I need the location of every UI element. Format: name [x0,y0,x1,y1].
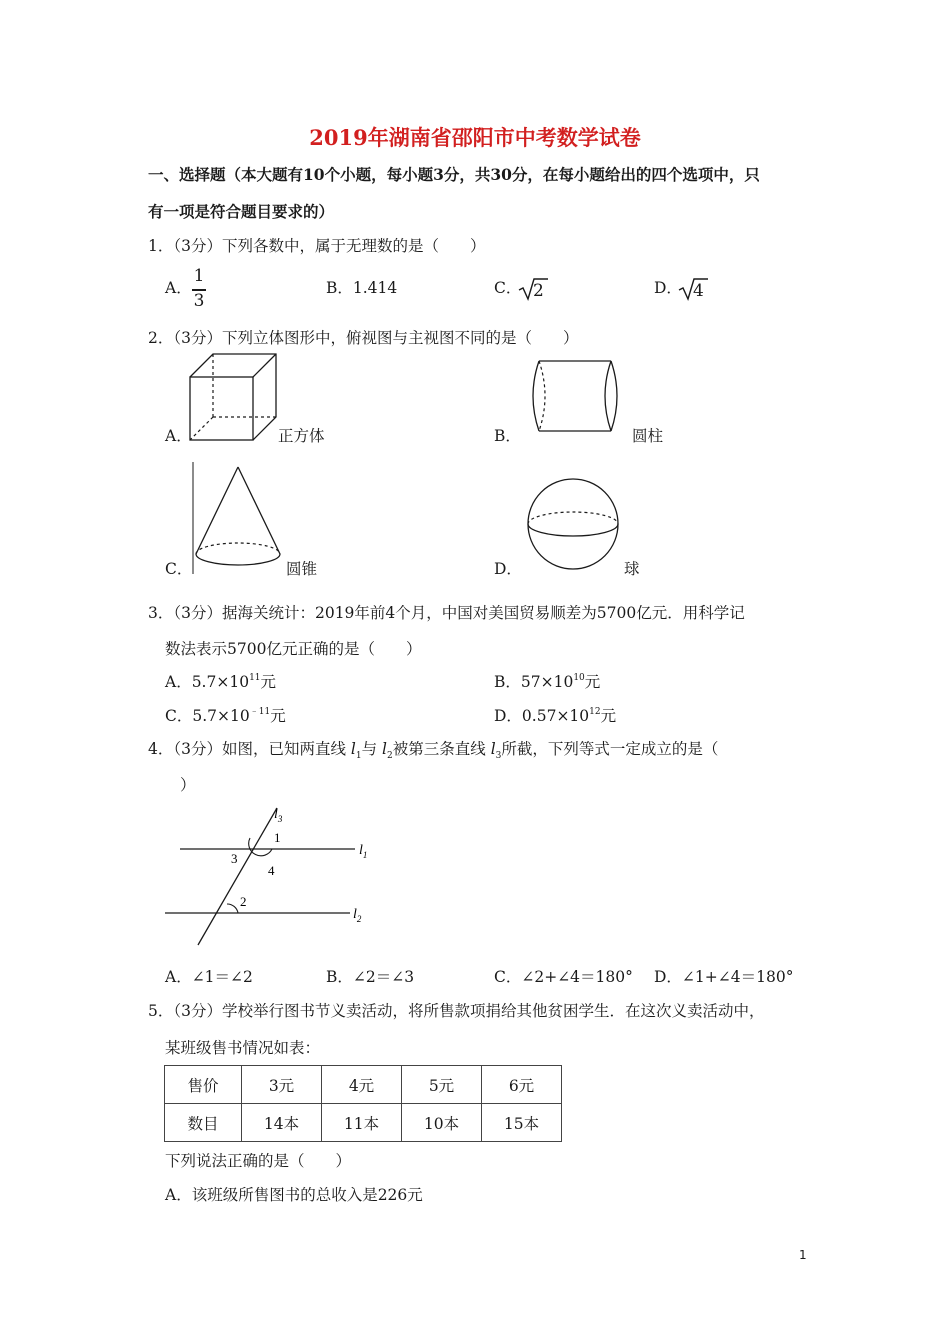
parallel-lines-figure [165,800,385,950]
q2-option-c-label: C． [165,560,193,578]
q1-option-c-label: C． [494,279,522,297]
page-number: 1 [799,1248,807,1262]
q1-option-b: B．1.414 [326,279,398,297]
table-cell: 3元 [242,1066,322,1104]
q2-option-d-name: 球 [624,560,640,578]
section-header-line2: 有一项是符合题目要求的） [148,202,335,221]
q3-option-d: D．$0.57\times 10^{12}$元 [494,707,617,725]
question-4-stem-line2: ） [180,776,196,794]
table-cell: 11本 [322,1104,402,1142]
question-2-stem: 2．（3分）下列立体图形中，俯视图与主视图不同的是（ ） [148,329,579,347]
q4-option-b: B．∠2＝∠3 [326,968,415,986]
fig-label-angle-1: 1 [274,830,281,845]
fig-label-angle-3: 3 [231,851,238,866]
q1-option-d-radicand: 4 [693,281,704,301]
question-3-stem-line2: 数法表示5700亿元正确的是（ ） [165,640,422,658]
q2-option-b-label: B． [494,427,521,445]
q2-option-d-label: D． [494,560,522,578]
table-row [165,1104,562,1142]
q4-option-a: A．∠1＝∠2 [165,968,253,986]
table-row [165,1066,562,1104]
book-sales-table [164,1065,562,1142]
question-5-stem-line2: 某班级售书情况如表： [165,1039,321,1057]
q2-option-c-name: 圆锥 [286,560,318,578]
fig-label-l1: $l_1$ [359,843,368,860]
q1-option-a-denominator: 3 [193,291,205,311]
table-cell: 售价 [165,1066,242,1104]
question-3-stem-line1: 3．（3分）据海关统计：2019年前4个月，中国对美国贸易顺差为5700亿元．用科学记 [148,604,745,622]
fig-label-l2: $l_2$ [353,907,362,924]
q1-option-a-label: A． [165,279,192,297]
table-cell: 4元 [322,1066,402,1104]
q2-option-b-name: 圆柱 [632,427,664,445]
question-4-stem-line1: 4．（3分）如图，已知两直线 $l_1$与 $l_2$被第三条直线 $l_3$所截，下列等式一定成立的是（ [148,740,719,762]
q2-option-a-label: A． [165,427,192,445]
q2-option-a-name: 正方体 [278,427,325,445]
cylinder-figure [525,358,625,436]
fig-label-angle-4: 4 [268,863,275,878]
section-header-line1: 一、选择题（本大题有10个小题，每小题3分，共30分，在每小题给出的四个选项中，只 [148,165,760,184]
q4-option-d: D．∠1+∠4＝180° [654,968,794,986]
q3-option-a: A．$5.7\times 10^{11}$元 [165,673,277,691]
cone-figure [188,462,288,577]
fig-label-l3: $l_3$ [274,807,283,824]
table-cell: 15本 [482,1104,562,1142]
question-5-stem-line1: 5．（3分）学校举行图书节义卖活动，将所售款项捐给其他贫困学生．在这次义卖活动中， [148,1002,765,1020]
q3-option-b: B．$57\times 10^{10}$元 [494,673,601,691]
q5-option-a: A．该班级所售图书的总收入是226元 [165,1186,423,1204]
q1-option-c-radicand: 2 [533,281,544,301]
q3-option-c: C．$5.7\times 10^{﹣11}$元 [165,707,286,725]
question-5-after-table: 下列说法正确的是（ ） [165,1152,352,1170]
table-cell: 数目 [165,1104,242,1142]
question-1-stem: 1．（3分）下列各数中，属于无理数的是（ ） [148,237,486,255]
q4-option-c: C．∠2+∠4＝180° [494,968,633,986]
table-cell: 10本 [402,1104,482,1142]
table-cell: 6元 [482,1066,562,1104]
page-title: 2019年湖南省邵阳市中考数学试卷 [309,125,641,150]
q1-option-d-label: D． [654,279,682,297]
sphere-figure [525,474,625,574]
q1-option-a-numerator: 1 [193,266,205,286]
table-cell: 5元 [402,1066,482,1104]
cube-figure [188,352,278,442]
fig-label-angle-2: 2 [240,894,247,909]
table-cell: 14本 [242,1104,322,1142]
